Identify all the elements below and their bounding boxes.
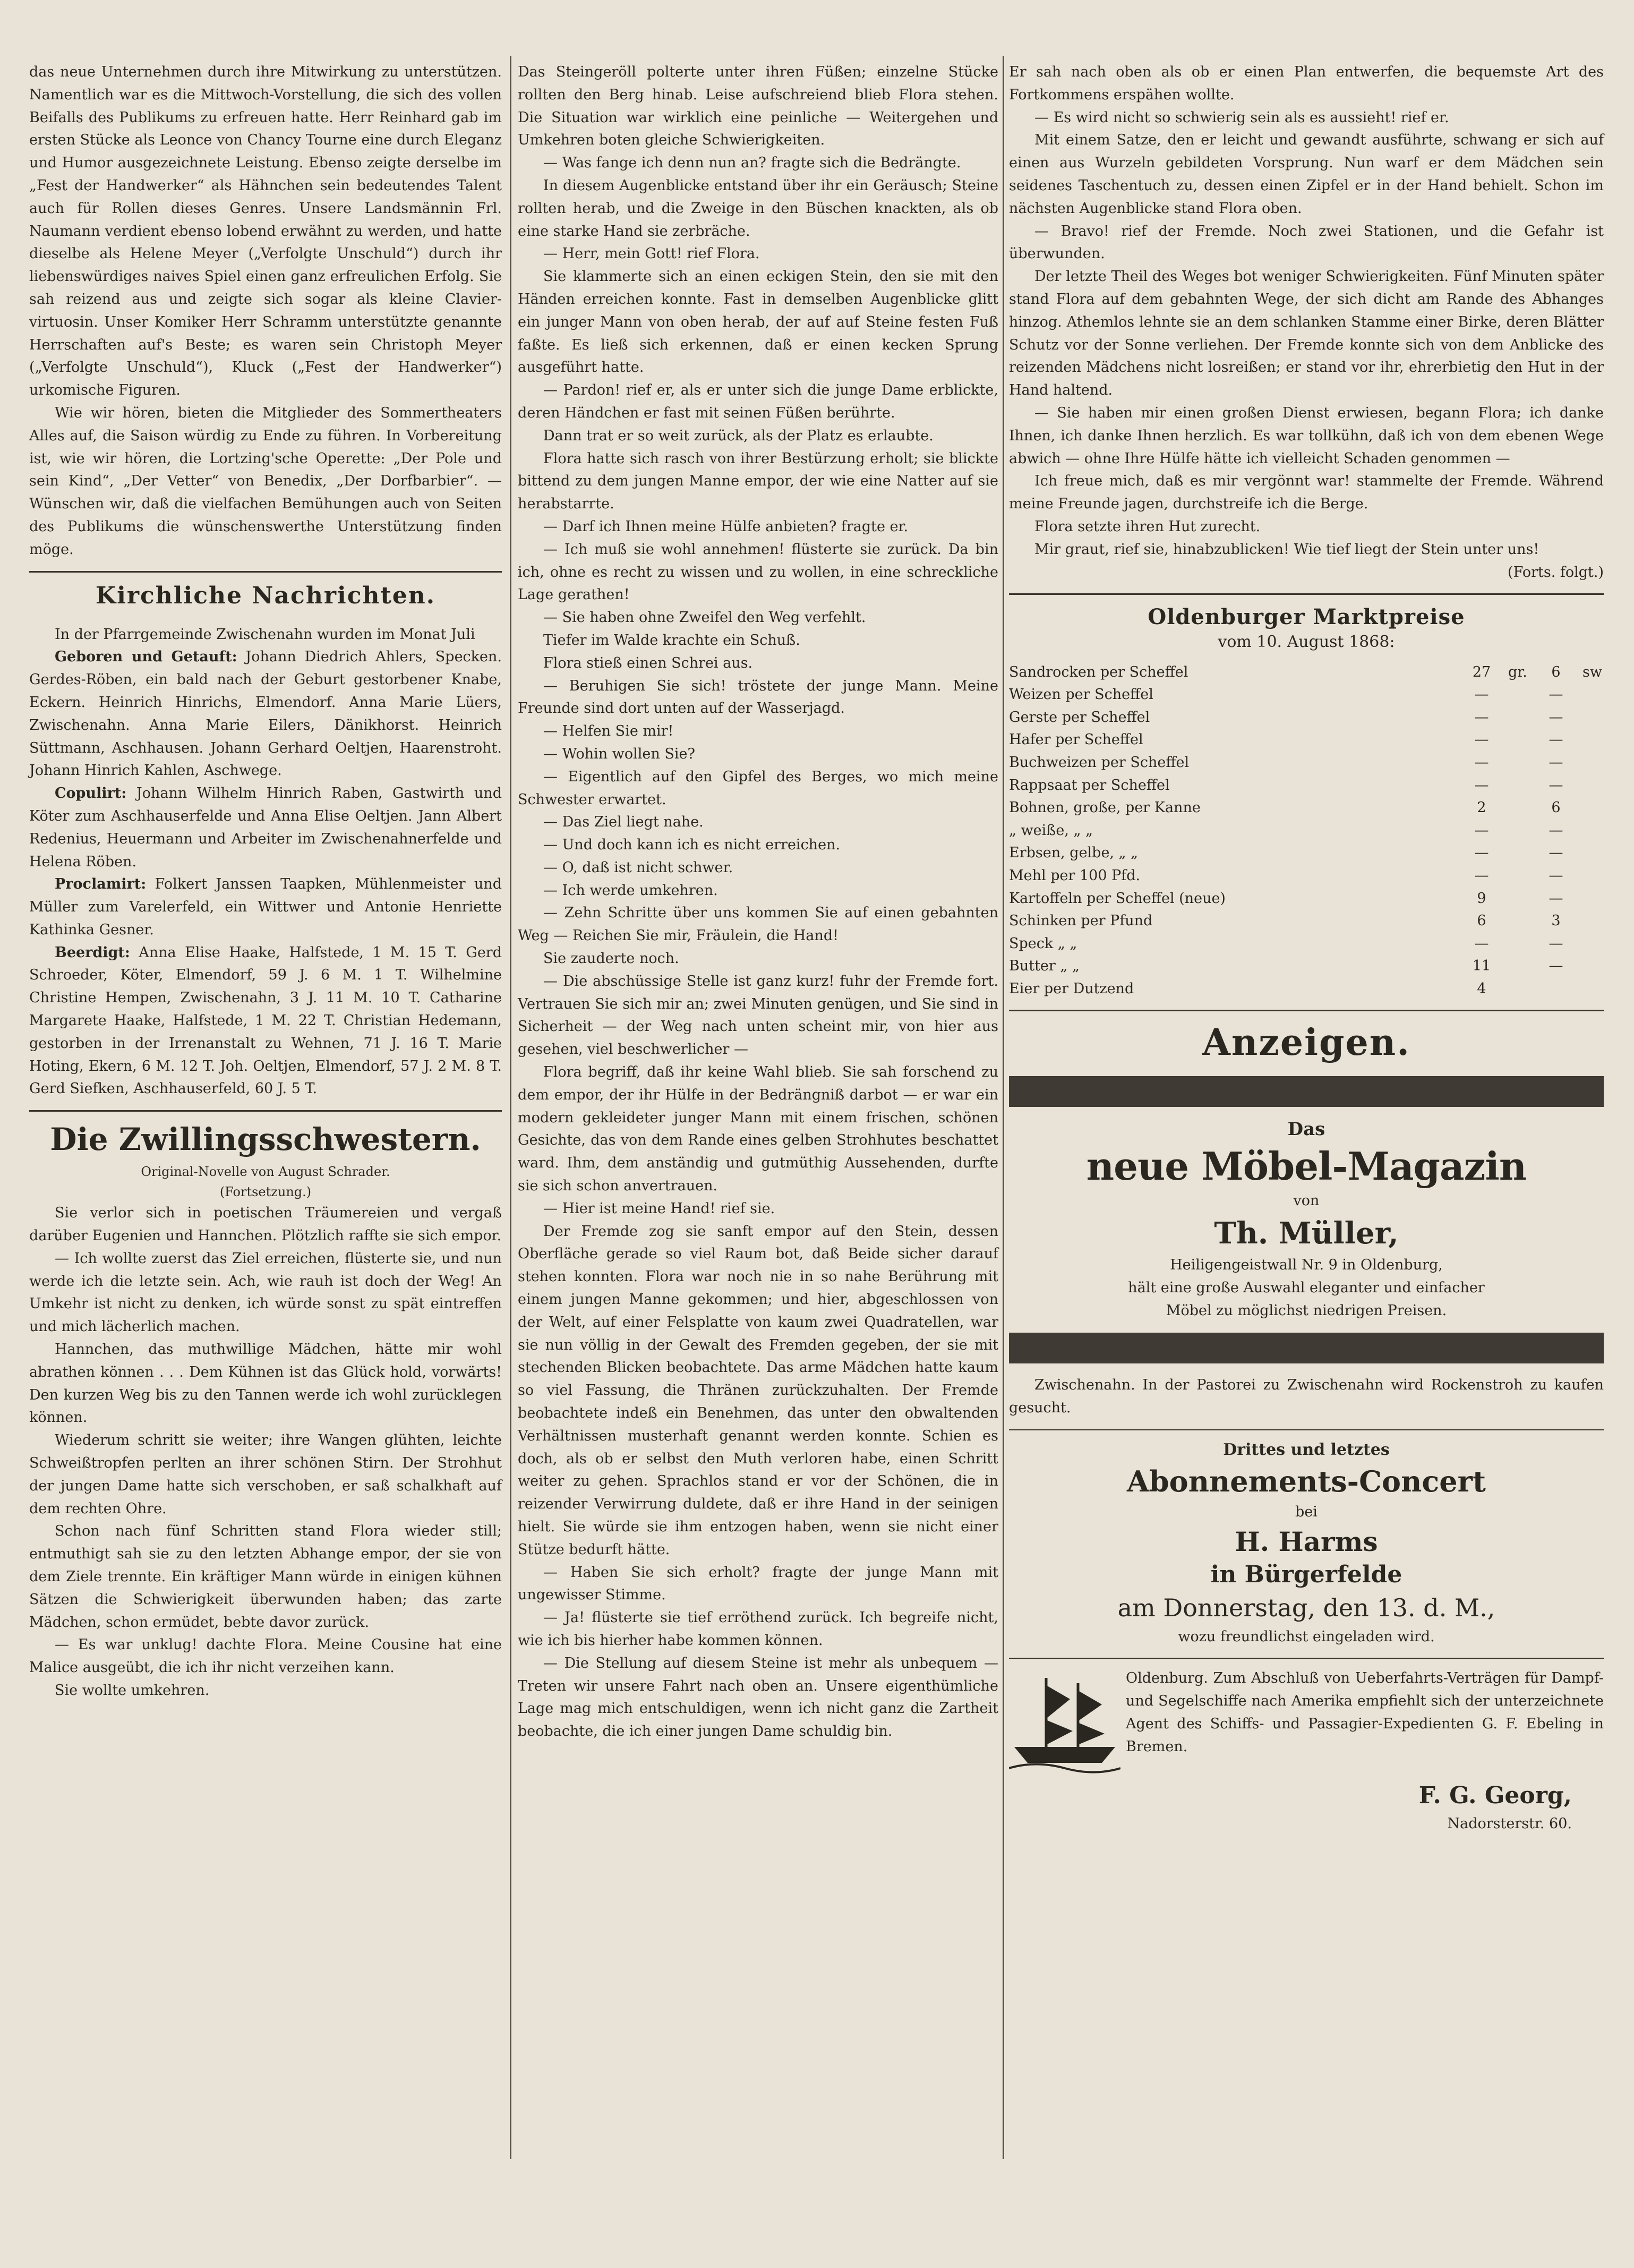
market-unit [1582, 842, 1604, 865]
market-price-schwaren: — [1549, 845, 1563, 862]
novel-paragraph: — Hier ist meine Hand! rief sie. [543, 1200, 775, 1217]
married-label: Copulirt: [55, 785, 127, 802]
novel-paragraph: Dann trat er so weit zurück, als der Platz es erlaubte. [543, 427, 934, 444]
market-price-groschen: — [1474, 845, 1489, 862]
ad-line: Heiligengeistwall Nr. 9 in Oldenburg, [1170, 1257, 1443, 1274]
market-unit [1508, 842, 1529, 865]
church-buried [29, 942, 502, 1101]
novel-paragraph: — Was fange ich denn nun an? fragte sich die Bedrängte. [543, 155, 961, 172]
novel-paragraph: — Das Ziel liegt nahe. [543, 814, 704, 831]
novel-paragraph: — Ich wollte zuerst das Ziel erreichen, flüsterte sie, und nun werde ich die letzte sein. Ach, wie rauh ist doch der Weg! An Umkehr ist nicht zu denken, ich würde sonst zu spät eintreffen und mich lächerlich machen. [29, 1250, 502, 1335]
ad-line: hält eine große Auswahl eleganter und einfacher [1128, 1279, 1485, 1296]
market-row [1009, 865, 1604, 888]
market-price-schwaren: — [1549, 822, 1563, 839]
market-unit: gr. [1508, 663, 1527, 680]
church-married [29, 782, 502, 873]
market-item-name: Hafer per Scheffel [1009, 731, 1143, 748]
novel-paragraph: Sie zauderte noch. [543, 950, 679, 967]
concert-bei: bei [1295, 1503, 1318, 1520]
market-unit [1582, 978, 1604, 1001]
married-text: Johann Wilhelm Hinrich Raben, Gastwirth und Köter zum Aschhauserfelde und Anna Elise Oeltjen. Jann Albert Redenius, Heuermann und Arbeiter im Zwischenahnerfelde und Helena Röben. [29, 785, 502, 870]
ads-heading: Anzeigen. [1202, 1021, 1410, 1064]
novel-paragraph: — Ja! flüsterte sie tief erröthend zurück. Ich begreife nicht, wie ich bis hierher habe kommen können. [518, 1609, 998, 1649]
market-unit [1508, 955, 1529, 978]
market-price-groschen: — [1474, 867, 1489, 884]
market-price-schwaren: 6 [1551, 663, 1561, 680]
novel-paragraph: — Herr, mein Gott! rief Flora. [543, 245, 760, 262]
buried-label: Beerdigt: [55, 944, 130, 961]
market-row [1009, 910, 1604, 933]
novel-paragraph: — Wohin wollen Sie? [543, 745, 695, 762]
novel-author: Original-Novelle von August Schrader. [141, 1164, 390, 1180]
market-unit [1508, 729, 1529, 752]
column-middle [518, 61, 998, 1743]
market-price-groschen: 4 [1477, 980, 1486, 997]
novel-paragraph: — Die abschüssige Stelle ist ganz kurz! fuhr der Fremde fort. Vertrauen Sie sich mir an; zwei Minuten genügen, und Sie sind in Sicherheit — der Weg nach unten scheint mir, von hier aus gesehen, viel beschwerlicher — [518, 973, 998, 1058]
market-row [1009, 842, 1604, 865]
column-divider [510, 56, 511, 2159]
section-divider [29, 571, 502, 573]
market-price-schwaren: — [1549, 958, 1563, 975]
market-unit [1508, 910, 1529, 933]
market-unit [1508, 706, 1529, 729]
novel-paragraph: Flora begriff, daß ihr keine Wahl blieb. Sie sah forschend zu dem empor, der ihr Hülfe in der Bedrängniß darbot — er war ein modern gekleideter junger Mann mit einem frischen, schönen Gesichte, das von dem Rande eines gelben Strohhutes beschattet ward. Ihm, dem anständig und gutmüthig Aussehenden, durfte sie sich schon anvertrauen. [518, 1064, 998, 1195]
novel-paragraph: — Es war unklug! dachte Flora. Meine Cousine hat eine Malice ausgeübt, die ich ihr nicht verzeihen kann. [29, 1636, 502, 1676]
novel-paragraph: — Eigentlich auf den Gipfel des Berges, wo mich meine Schwester erwartet. [518, 768, 998, 808]
proclaimed-label: Proclamirt: [55, 876, 147, 893]
novel-paragraph: Er sah nach oben als ob er einen Plan entwerfen, die bequemste Art des Fortkommens erspähen wollte. [1009, 64, 1604, 103]
market-unit [1582, 865, 1604, 888]
church-intro: In der Pfarrgemeinde Zwischenahn wurden im Monat Juli [55, 626, 475, 643]
market-unit: sw [1582, 663, 1602, 680]
ad-divider [1009, 1429, 1604, 1430]
market-price-schwaren: — [1549, 935, 1563, 952]
market-price-groschen: — [1474, 731, 1489, 748]
market-unit [1582, 910, 1604, 933]
market-price-schwaren [1529, 978, 1582, 1001]
market-unit [1582, 684, 1604, 706]
emigration-signature: F. G. Georg, [1418, 1782, 1572, 1810]
novel-paragraph: Hannchen, das muthwillige Mädchen, hätte mir wohl abrathen können . . . Dem Kühnen ist das Glück hold, vorwärts! Den kurzen Weg bis zu den Tannen werde ich wohl zurücklegen können. [29, 1341, 502, 1426]
novel-paragraph: — Zehn Schritte über uns kommen Sie auf einen gebahnten Weg — Reichen Sie mir, Fräulein, die Hand! [518, 905, 998, 944]
proclaimed-text: Folkert Janssen Taapken, Mühlenmeister und Müller zum Varelerfeld, ein Wittwer und Antonie Henriette Kathinka Gesner. [29, 876, 502, 938]
market-unit [1582, 752, 1604, 774]
ad-rye-straw: Zwischenahn. In der Pastorei zu Zwischenahn wird Rockenstroh zu kaufen gesucht. [1009, 1377, 1604, 1417]
ship-icon [1009, 1667, 1120, 1774]
novel-paragraph: Mit einem Satze, den er leicht und gewandt ausführte, schwang er sich auf einen aus Wurzeln gebildeten Vorsprung. Nun warf er dem Mädchen sein seidenes Taschentuch zu, dessen einen Zipfel er in der Hand behielt. Schon im nächsten Augenblicke stand Flora oben. [1009, 132, 1604, 217]
novel-paragraph: Flora stieß einen Schrei aus. [543, 654, 753, 671]
market-unit [1508, 774, 1529, 797]
novel-paragraph: — Helfen Sie mir! [543, 723, 674, 740]
market-item-name: Sandrocken per Scheffel [1009, 663, 1188, 680]
novel-paragraph: — Beruhigen Sie sich! tröstete der junge Mann. Meine Freunde sind dort unten auf der Wasserjagd. [518, 677, 998, 717]
market-price-groschen: — [1474, 754, 1489, 771]
novel-paragraph: Tiefer im Walde krachte ein Schuß. [543, 632, 800, 649]
market-price-schwaren: — [1549, 686, 1563, 703]
market-row [1009, 661, 1604, 684]
market-unit [1582, 774, 1604, 797]
theater-report-paragraph: das neue Unternehmen durch ihre Mitwirkung zu unterstützen. Namentlich war es die Mittwoch-Vorstellung, die sich des vollen Beifalls des Publikums zu erfreuen hatte. Herr Reinhard gab im ersten Stücke als Leonce von Chancy Tourne eine durch Eleganz und Humor ausgezeichnete Leistung. Ebenso zeigte derselbe im „Fest der Handwerker“ als Hähnchen sein bedeutendes Talent auch für Rollen dieses Genres. Unsere Landsmännin Frl. Naumann verdient ebenso lobend erwähnt zu werden, und hatte dieselbe als Helene Meyer („Verfolgte Unschuld“) durch ihr liebenswürdiges naives Spiel einen ganz erfreulichen Erfolg. Sie sah reizend aus und zeigte sich sogar als kleine Claviervirtuosin. Unser Komiker Herr Schramm unterstützte genannte Herrschaften auf's Beste; es waren sein Christoph Meyer („Verfolgte Unschuld“), Kluck („Fest der Handwerker“) urkomische Figuren. [29, 64, 502, 399]
buried-text: Anna Elise Haake, Halfstede, 1 M. 15 T. Gerd Schroeder, Köter, Elmendorf, 59 J. 6 M. 1 T. Wilhelmine Christine Hempen, Zwischenahn, 3 J. 11 M. 10 T. Catharine Margarete Haake, Halfstede, 1 M. 22 T. Christian Hedemann, gestorben in der Irrenanstalt zu Wehnen, 71 J. 16 T. Marie Hoting, Ekern, 6 M. 12 T. Joh. Oeltjen, Elmendorf, 57 J. 2 M. 8 T. Gerd Siefken, Aschhauserfeld, 60 J. 5 T. [29, 944, 502, 1097]
market-unit [1508, 865, 1529, 888]
market-price-schwaren: — [1549, 754, 1563, 771]
market-row [1009, 887, 1604, 910]
market-row [1009, 797, 1604, 820]
market-price-schwaren: — [1549, 890, 1563, 907]
market-row [1009, 729, 1604, 752]
novel-paragraph: — Ich muß sie wohl annehmen! flüsterte sie zurück. Da bin ich, ohne es recht zu wissen und zu wollen, in eine schreckliche Lage gerathen! [518, 541, 998, 603]
born-text: Johann Diedrich Ahlers, Specken. Gerdes-Röben, ein bald nach der Geburt gestorbener Knabe, Eckern. Heinrich Hinrichs, Elmendorf. Anna Marie Lüers, Zwischenahn. Anna Marie Eilers, Dänikhorst. Heinrich Süttmann, Aschhausen. Johann Gerhard Oeltjen, Haarenstroht. Johann Hinrich Kahlen, Aschwege. [29, 649, 502, 779]
market-prices-table [1009, 661, 1604, 1000]
market-item-name: Kartoffeln per Scheffel (neue) [1009, 890, 1226, 907]
continuation-note: (Forts. folgt.) [1508, 564, 1604, 581]
church-born [29, 646, 502, 782]
ad-banner-bar [1009, 1333, 1604, 1363]
market-unit [1582, 955, 1604, 978]
market-unit [1508, 752, 1529, 774]
novel-paragraph: In diesem Augenblicke entstand über ihr ein Geräusch; Steine rollten herab, und die Zweige in den Büschen knackten, als ob eine starke Hand sie zerbräche. [518, 177, 998, 240]
novel-paragraph: — O, daß ist nicht schwer. [543, 859, 733, 876]
novel-paragraph: — Haben Sie sich erholt? fragte der junge Mann mit ungewisser Stimme. [518, 1564, 998, 1604]
market-item-name: Rappsaat per Scheffel [1009, 777, 1170, 794]
novel-paragraph: Sie klammerte sich an einen eckigen Stein, den sie mit den Händen erreichen konnte. Fast in demselben Augenblicke glitt ein junger Mann von oben herab, der auf auf Steine festen Fuß faßte. Es ließ sich erkennen, daß er einen kecken Sprung ausgeführt hatte. [518, 268, 998, 376]
market-unit [1582, 729, 1604, 752]
market-unit [1508, 819, 1529, 842]
market-price-schwaren: 3 [1551, 913, 1561, 930]
market-row [1009, 955, 1604, 978]
market-price-groschen: — [1474, 709, 1489, 726]
market-item-name: Eier per Dutzend [1009, 980, 1134, 997]
novel-paragraph: Der letzte Theil des Weges bot weniger Schwierigkeiten. Fünf Minuten später stand Flora auf dem gebahnten Wege, der sich dicht am Rande des Abhanges hinzog. Athemlos lehnte sie an dem schlanken Stamme einer Birke, deren Blätter Schutz vor der Sonne verliehen. Der Fremde konnte sich von dem Anblicke des reizenden Mädchens nicht losreißen; er stand vor ihr, ehrerbietig den Hut in der Hand haltend. [1009, 268, 1604, 399]
market-row [1009, 774, 1604, 797]
novel-paragraph: — Ich werde umkehren. [543, 882, 718, 899]
market-unit [1582, 887, 1604, 910]
market-unit [1582, 797, 1604, 820]
novel-paragraph: Schon nach fünf Schritten stand Flora wieder still; entmuthigt sah sie zu den letzten Abhange empor, der sie von dem Ziele trennte. Ein kräftiger Mann würde in einigen kühnen Sätzen die Schwierigkeit überwunden haben; das zarte Mädchen, schon ermüdet, bebte davor zurück. [29, 1523, 502, 1631]
ad-divider [1009, 1658, 1604, 1659]
novel-continuation: (Fortsetzung.) [219, 1184, 312, 1200]
section-divider [29, 1110, 502, 1112]
market-price-groschen: 2 [1477, 799, 1486, 816]
market-price-groschen: — [1474, 822, 1489, 839]
novel-continued-end [1009, 61, 1604, 561]
market-item-name: Buchweizen per Scheffel [1009, 754, 1190, 771]
market-row [1009, 819, 1604, 842]
emigration-text: Oldenburg. Zum Abschluß von Ueberfahrts-Verträgen für Dampf- und Segelschiffe nach Amerika empfiehlt sich der unterzeichnete Agent des Schiffs- und Passagier-Expedienten G. F. Ebeling in Bremen. [1126, 1670, 1604, 1755]
ad-furniture-store-title: neue Möbel-Magazin [1086, 1144, 1527, 1189]
novel-paragraph: — Die Stellung auf diesem Steine ist mehr als unbequem — Treten wir unsere Fahrt nach oben an. Unsere eigenthümliche Lage mag mich entschuldigen, wenn ich nicht ganz die Zartheit beobachte, die ich einer jungen Dame schuldig bin. [518, 1655, 998, 1740]
concert-date: am Donnerstag, den 13. d. M., [1117, 1593, 1495, 1622]
market-item-name: Bohnen, große, per Kanne [1009, 799, 1201, 816]
novel-paragraph: — Pardon! rief er, als er unter sich die junge Dame erblickte, deren Händchen er fast mit seinen Füßen berührte. [518, 382, 998, 421]
market-price-schwaren: — [1549, 731, 1563, 748]
ad-banner-bar [1009, 1076, 1604, 1107]
market-price-schwaren: 6 [1551, 799, 1561, 816]
novel-paragraph: Wiederum schritt sie weiter; ihre Wangen glühten, leichte Schweißtropfen perlten an ihrer schönen Stirn. Der Strohhut der jungen Dame hatte sich verschoben, er saß schalkhaft auf dem rechten Ohre. [29, 1432, 502, 1517]
market-price-schwaren: — [1549, 709, 1563, 726]
column-left [29, 61, 502, 1702]
ad-merchant-name: Th. Müller, [1214, 1216, 1399, 1251]
ad-emigration [1009, 1667, 1604, 1779]
market-row [1009, 752, 1604, 774]
novel-paragraph: — Bravo! rief der Fremde. Noch zwei Stationen, und die Gefahr ist überwunden. [1009, 223, 1604, 262]
market-unit [1508, 932, 1529, 955]
novel-paragraph: Das Steingeröll polterte unter ihren Füßen; einzelne Stücke rollten den Berg hinab. Leise aufschreiend blieb Flora stehen. Die Situation war wirklich eine peinliche — Weitergehen und Umkehren boten gleiche Schwierigkeiten. [518, 64, 998, 149]
market-unit [1508, 797, 1529, 820]
market-price-groschen: 9 [1477, 890, 1486, 907]
section-divider [1009, 1010, 1604, 1011]
market-item-name: Gerste per Scheffel [1009, 709, 1150, 726]
novel-paragraph: Der Fremde zog sie sanft empor auf den Stein, dessen Oberfläche gerade so viel Raum bot, daß Beide sicher darauf stehen konnten. Flora war noch nie in so nahe Berührung mit einem jungen Manne gekommen; und hier, abgeschlossen von der Welt, auf einer Felsplatte von kaum zwei Quadratellen, war sie nun völlig in der Gewalt des Fremden gegeben, der sie mit stechenden Blicken beobachtete. Das arme Mädchen hatte kaum so viel Fassung, die Thränen zurückzuhalten. Der Fremde beobachtete indeß ein Benehmen, das unter den obwaltenden Verhältnissen musterhaft genannt werden konnte. Schien es doch, als ob er selbst den Muth verloren habe, einen Schritt weiter zu gehen. Sprachlos stand er vor der Schönen, die in reizender Verwirrung duldete, daß er ihre Hand in der seinigen hielt. Sie würde sie ihm entzogen haben, wenn sie nicht einer Stütze bedurft hätte. [518, 1223, 998, 1558]
market-price-schwaren: — [1549, 777, 1563, 794]
ad-das: Das [1287, 1119, 1325, 1140]
novel-paragraph: Flora hatte sich rasch von ihrer Bestürzung erholt; sie blickte bittend zu dem jungen Manne empor, der wie eine Natter auf sie herabstarrte. [518, 450, 998, 513]
market-unit [1508, 684, 1529, 706]
column-right [1009, 61, 1604, 1836]
market-price-groschen: — [1474, 935, 1489, 952]
novel-paragraph: — Sie haben mir einen großen Dienst erwiesen, begann Flora; ich danke Ihnen, ich danke Ihnen herzlich. Es war tollkühn, daß ich von dem ebenen Wege abwich — ohne Ihre Hülfe hätte ich vielleicht Schaden genommen — [1009, 404, 1604, 467]
emigration-address: Nadorsterstr. 60. [1447, 1815, 1572, 1832]
concert-title: Abonnements-Concert [1127, 1464, 1486, 1498]
market-price-groschen: 27 [1472, 663, 1491, 680]
concert-invite: wozu freundlichst eingeladen wird. [1178, 1628, 1435, 1645]
market-item-name: Schinken per Pfund [1009, 913, 1153, 930]
market-item-name: Erbsen, gelbe, „ „ [1009, 845, 1139, 862]
section-divider [1009, 593, 1604, 595]
novel-title: Die Zwillingsschwestern. [50, 1121, 481, 1158]
market-unit [1508, 887, 1529, 910]
market-price-groschen: 11 [1472, 958, 1491, 975]
novel-paragraph: Sie verlor sich in poetischen Träumereien und vergaß darüber Eugenien und Hannchen. Plötzlich raffte sie sich empor. [29, 1205, 502, 1244]
church-news-heading: Kirchliche Nachrichten. [95, 582, 436, 609]
market-item-name: Weizen per Scheffel [1009, 686, 1153, 703]
market-item-name: Speck „ „ [1009, 935, 1077, 952]
market-unit [1582, 706, 1604, 729]
novel-paragraph: Ich freue mich, daß es mir vergönnt war! stammelte der Fremde. Während meine Freunde jagen, durchstreife ich die Berge. [1009, 473, 1604, 513]
ad-line: Möbel zu möglichst niedrigen Preisen. [1166, 1302, 1447, 1319]
novel-paragraph: — Und doch kann ich es nicht erreichen. [543, 837, 841, 854]
market-unit [1582, 932, 1604, 955]
concert-place: in Bürgerfelde [1210, 1561, 1402, 1588]
market-item-name: „ weiße, „ „ [1009, 822, 1093, 839]
market-item-name: Butter „ „ [1009, 958, 1080, 975]
market-prices-date: vom 10. August 1868: [1218, 633, 1395, 652]
market-prices-heading: Oldenburger Marktpreise [1148, 604, 1465, 630]
born-label: Geboren und Getauft: [55, 649, 237, 666]
novel-paragraph: Flora setzte ihren Hut zurecht. [1034, 518, 1261, 535]
market-price-groschen: — [1474, 777, 1489, 794]
theater-report-paragraph: Wie wir hören, bieten die Mitglieder des Sommertheaters Alles auf, die Saison würdig zu Ende zu führen. In Vorbereitung ist, wie wir hören, die Lortzing'sche Operette: „Der Pole und sein Kind“, „Der Vetter“ von Benedix, „Der Dorfbarbier“. — Wünschen wir, daß die vielfachen Bemühungen auch von Seiten des Publikums die wünschenswerthe Unterstützung finden möge. [29, 404, 502, 558]
market-row [1009, 684, 1604, 706]
market-row [1009, 932, 1604, 955]
column-divider [1003, 56, 1004, 2159]
market-price-schwaren: — [1549, 867, 1563, 884]
market-row [1009, 978, 1604, 1001]
ad-von: von [1293, 1192, 1320, 1209]
concert-host: H. Harms [1235, 1525, 1378, 1557]
market-row [1009, 706, 1604, 729]
church-proclaimed [29, 873, 502, 941]
novel-paragraph: — Sie haben ohne Zweifel den Weg verfehlt. [543, 609, 866, 626]
concert-line: Drittes und letztes [1223, 1440, 1390, 1460]
market-price-groschen: 6 [1477, 913, 1486, 930]
market-unit [1582, 819, 1604, 842]
novel-paragraph: — Darf ich Ihnen meine Hülfe anbieten? fragte er. [543, 518, 909, 535]
market-unit [1508, 978, 1529, 1001]
novel-paragraph: — Es wird nicht so schwierig sein als es aussieht! rief er. [1034, 109, 1449, 126]
novel-paragraph: Sie wollte umkehren. [55, 1682, 210, 1699]
market-item-name: Mehl per 100 Pfd. [1009, 867, 1141, 884]
market-price-groschen: — [1474, 686, 1489, 703]
novel-paragraph: Mir graut, rief sie, hinabzublicken! Wie tief liegt der Stein unter uns! [1034, 541, 1539, 558]
novel-continued [518, 61, 998, 1743]
